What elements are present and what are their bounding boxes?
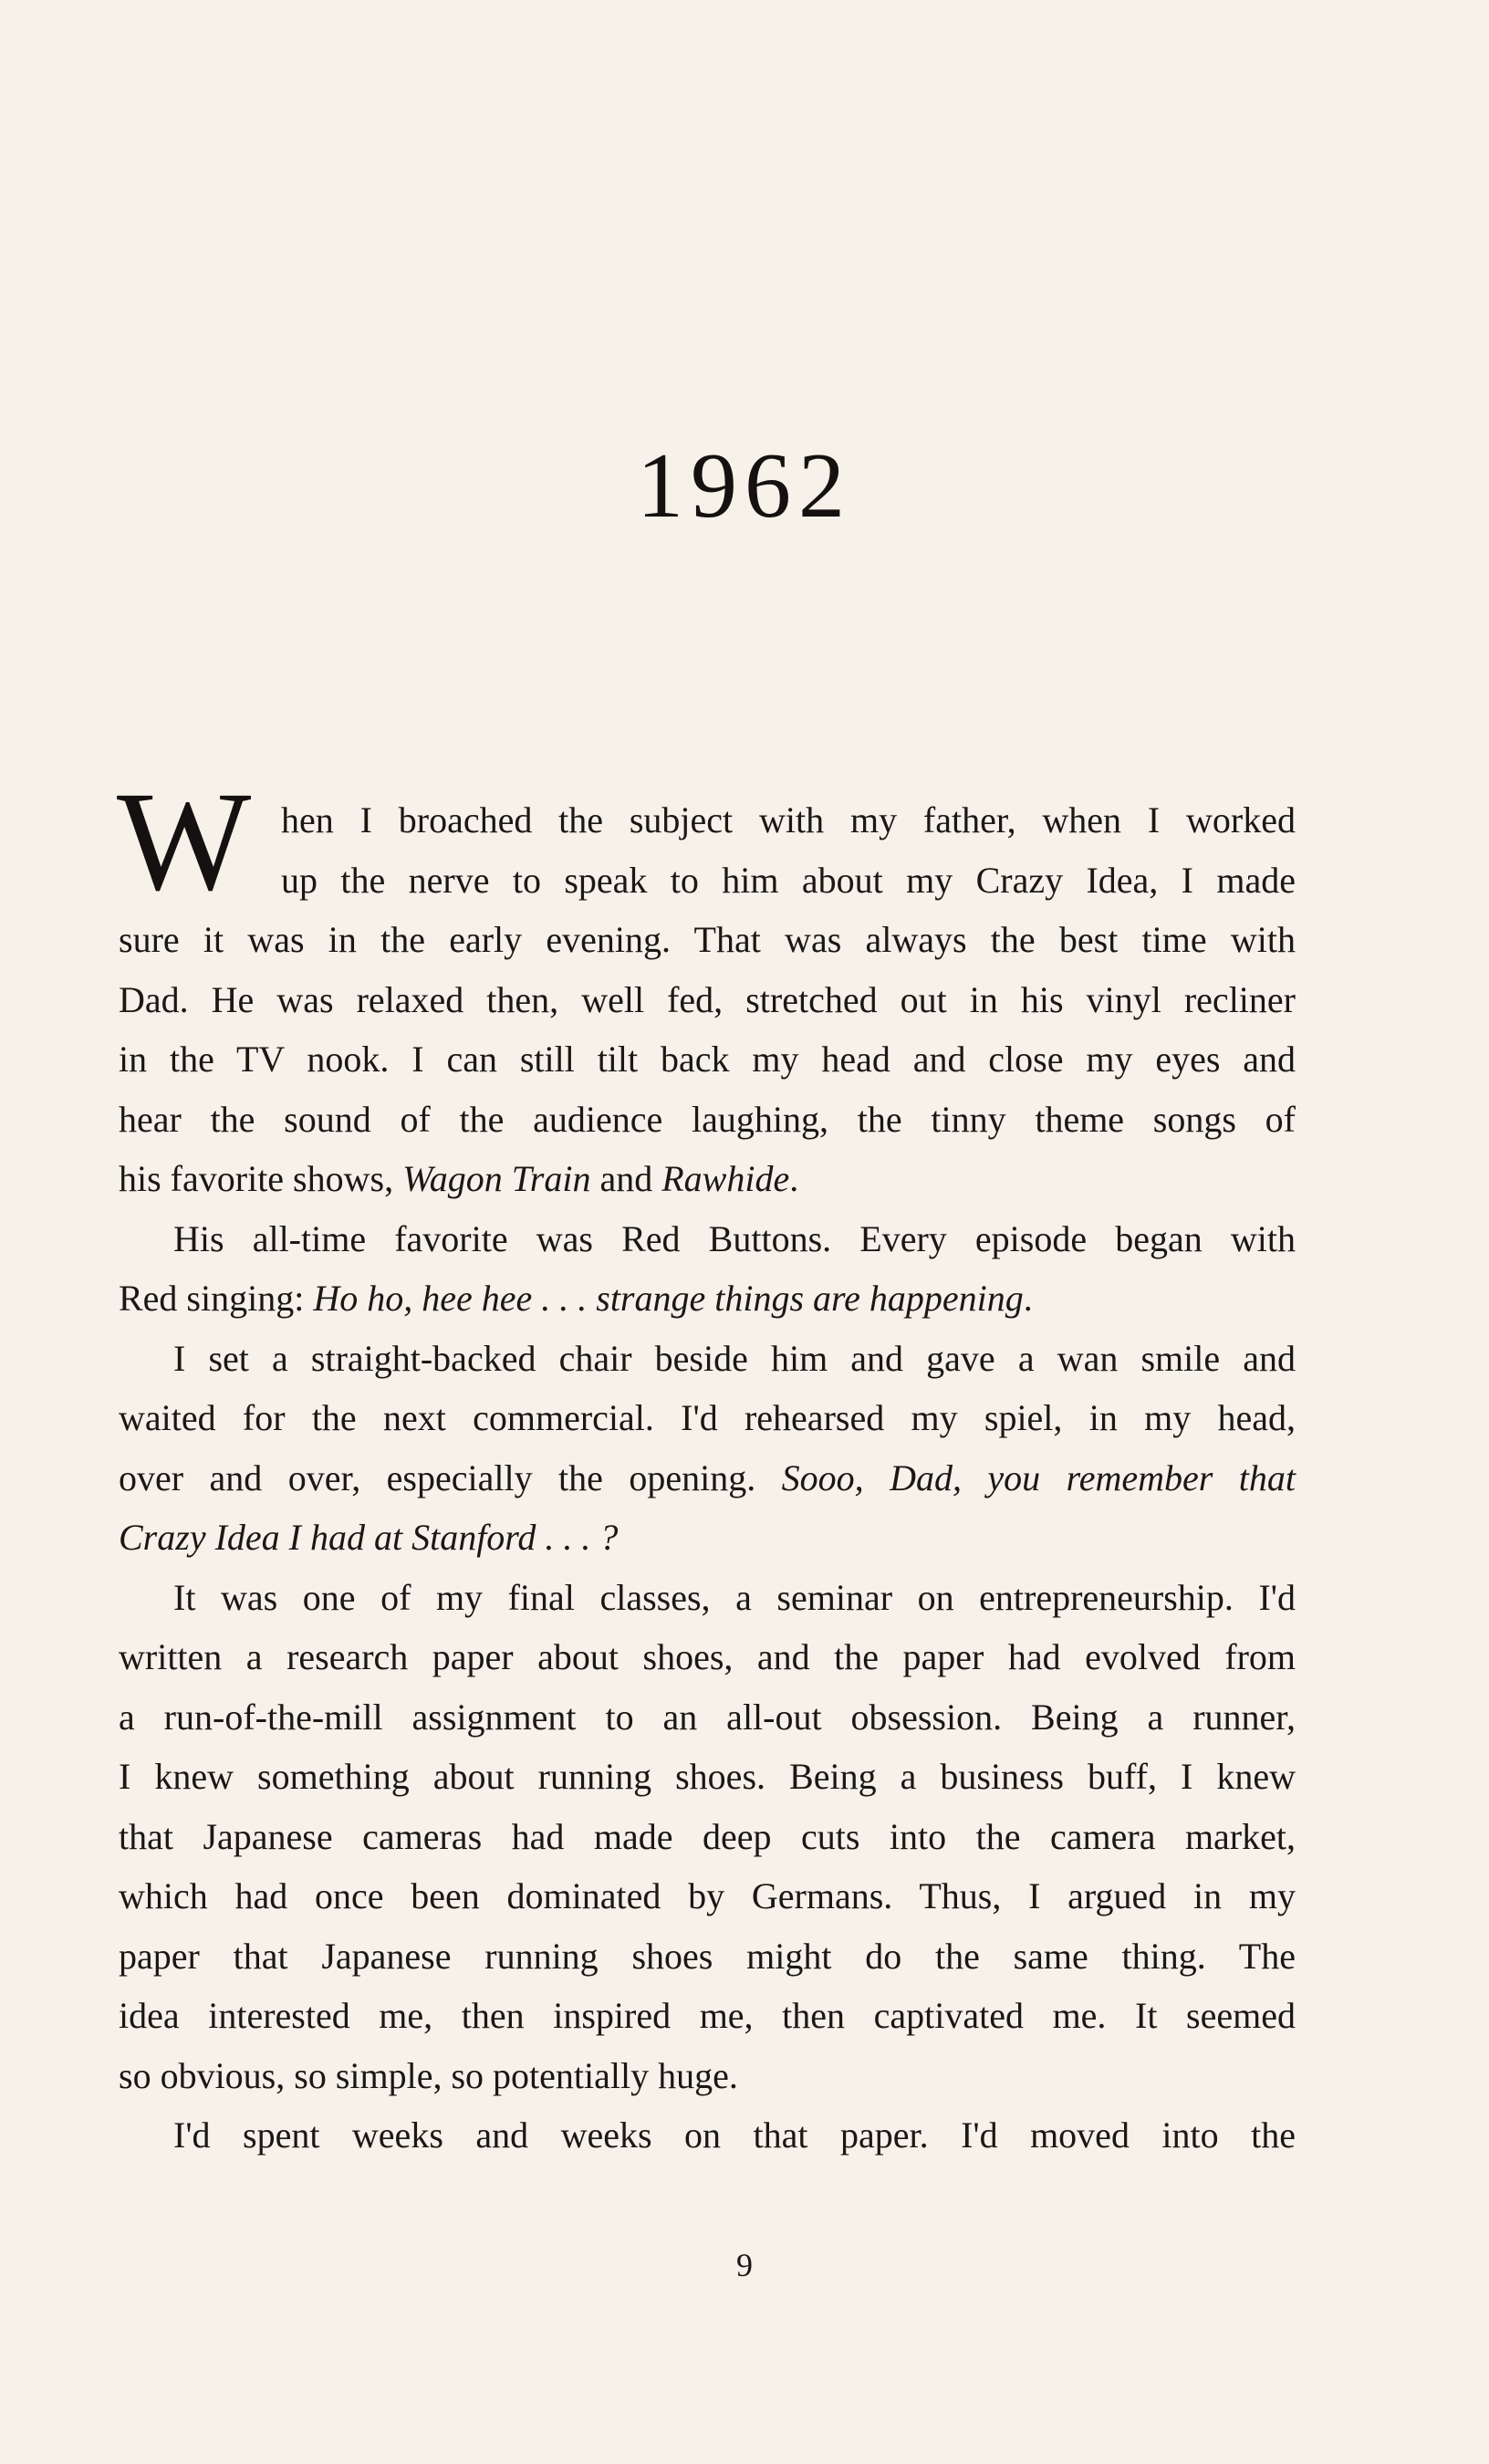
show-title-italic: Wagon Train bbox=[402, 1158, 591, 1199]
text-run: and bbox=[590, 1158, 662, 1199]
text-line: that Japanese cameras had made deep cuts into the camera market, bbox=[119, 1815, 1296, 1857]
drop-cap: W bbox=[117, 762, 252, 920]
text-line: sure it was in the early evening. That was always the best time with bbox=[119, 919, 1296, 960]
text-run: . bbox=[789, 1158, 799, 1199]
text-line bbox=[119, 1508, 1296, 1568]
text-line bbox=[119, 1149, 1296, 1209]
text-line: I knew something about running shoes. Being a business buff, I knew bbox=[119, 1756, 1296, 1797]
body-text bbox=[119, 790, 1296, 2166]
text-line: It was one of my final classes, a seminar on entrepreneurship. I'd bbox=[173, 1576, 1296, 1618]
text-line bbox=[119, 1269, 1296, 1329]
text-run: over and over, especially the opening. bbox=[119, 1456, 782, 1498]
text-line: so obvious, so simple, so potentially huge. bbox=[119, 2054, 738, 2096]
text-run: Red singing: bbox=[119, 1278, 314, 1319]
spiel-italic: Sooo, Dad, you remember that bbox=[781, 1456, 1296, 1498]
text-line: a run-of-the-mill assignment to an all-out obsession. Being a runner, bbox=[119, 1696, 1296, 1738]
text-line: written a research paper about shoes, and the paper had evolved from bbox=[119, 1636, 1296, 1677]
text-line: Dad. He was relaxed then, well fed, stretched out in his vinyl recliner bbox=[119, 978, 1296, 1020]
text-line: up the nerve to speak to him about my Crazy Idea, I made bbox=[281, 859, 1296, 901]
song-lyric-italic: Ho ho, hee hee . . . strange things are happening bbox=[313, 1278, 1024, 1319]
text-line: His all-time favorite was Red Buttons. Every episode began with bbox=[173, 1217, 1296, 1259]
text-line: hear the sound of the audience laughing, the tinny theme songs of bbox=[119, 1098, 1296, 1140]
spiel-italic: Crazy Idea I had at Stanford . . . ? bbox=[119, 1517, 619, 1558]
text-line: in the TV nook. I can still tilt back my head and close my eyes and bbox=[119, 1039, 1296, 1080]
text-line: hen I broached the subject with my father, when I worked bbox=[281, 799, 1296, 840]
text-run: his favorite shows, bbox=[119, 1158, 403, 1199]
text-line: paper that Japanese running shoes might do the same thing. The bbox=[119, 1935, 1296, 1977]
text-line: waited for the next commercial. I'd rehearsed my spiel, in my head, bbox=[119, 1397, 1296, 1438]
text-line: I'd spent weeks and weeks on that paper. I'd moved into the bbox=[173, 2114, 1296, 2156]
text-line: which had once been dominated by Germans. Thus, I argued in my bbox=[119, 1875, 1296, 1916]
show-title-italic: Rawhide bbox=[661, 1158, 790, 1199]
text-line bbox=[119, 1448, 1296, 1509]
chapter-title: 1962 bbox=[637, 434, 852, 538]
page-number: 9 bbox=[736, 2247, 753, 2283]
text-run: . bbox=[1023, 1278, 1033, 1319]
text-line: idea interested me, then inspired me, then captivated me. It seemed bbox=[119, 1995, 1296, 2036]
text-line: I set a straight-backed chair beside him and gave a wan smile and bbox=[173, 1337, 1296, 1379]
